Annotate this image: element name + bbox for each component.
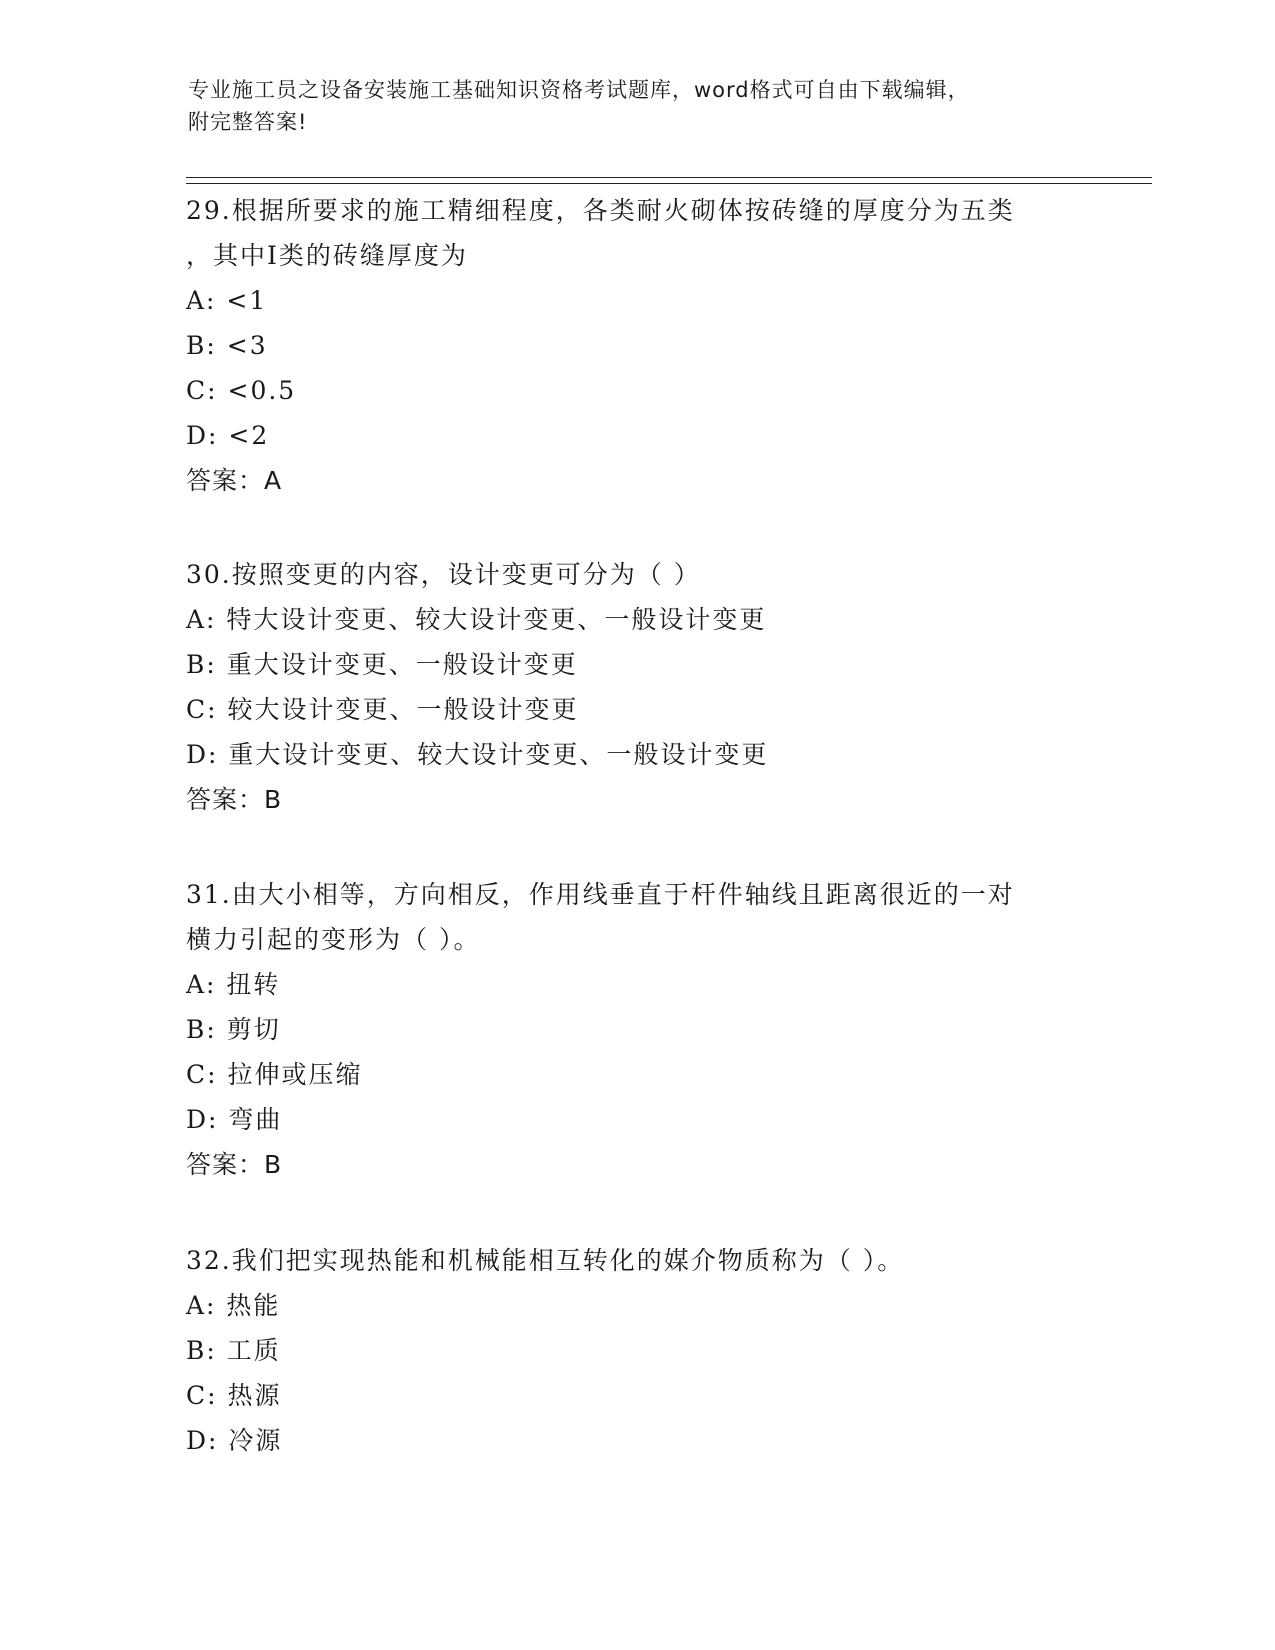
option-a: A: 特大设计变更、较大设计变更、一般设计变更 xyxy=(186,605,767,634)
option-a: A: 热能 xyxy=(186,1291,281,1320)
question-stem: 29.根据所要求的施工精细程度，各类耐火砌体按砖缝的厚度分为五类 xyxy=(186,196,1015,225)
question-stem: 横力引起的变形为（ ）。 xyxy=(186,925,481,954)
answer-line: 答案：B xyxy=(186,785,283,814)
option-b: B: 重大设计变更、一般设计变更 xyxy=(186,650,578,679)
option-c: C: <0.5 xyxy=(186,376,297,405)
option-b: B: 剪切 xyxy=(186,1015,281,1044)
document-header xyxy=(188,74,1088,138)
option-d: D: 弯曲 xyxy=(186,1105,283,1134)
option-b: B: <3 xyxy=(186,331,268,360)
option-c: C: 热源 xyxy=(186,1381,282,1410)
answer-line: 答案：A xyxy=(186,466,283,495)
question-stem: ，其中I类的砖缝厚度为 xyxy=(186,241,468,270)
option-d: D: 重大设计变更、较大设计变更、一般设计变更 xyxy=(186,740,769,769)
answer-line: 答案：B xyxy=(186,1150,283,1179)
question-32 xyxy=(186,1238,1126,1463)
option-b: B: 工质 xyxy=(186,1336,281,1365)
option-c: C: 较大设计变更、一般设计变更 xyxy=(186,695,579,724)
question-29 xyxy=(186,188,1126,503)
option-d: D: <2 xyxy=(186,421,270,450)
header-divider-top xyxy=(186,177,1152,178)
header-divider-bottom xyxy=(186,183,1152,184)
question-30 xyxy=(186,552,1126,822)
question-31 xyxy=(186,872,1126,1187)
header-line-1: 专业施工员之设备安装施工基础知识资格考试题库，word格式可自由下载编辑， xyxy=(188,78,970,102)
option-a: A: 扭转 xyxy=(186,970,281,999)
question-stem: 32.我们把实现热能和机械能相互转化的媒介物质称为（ ）。 xyxy=(186,1246,905,1275)
question-stem: 31.由大小相等，方向相反，作用线垂直于杆件轴线且距离很近的一对 xyxy=(186,880,1015,909)
option-a: A: <1 xyxy=(186,286,268,315)
option-c: C: 拉伸或压缩 xyxy=(186,1060,363,1089)
question-stem: 30.按照变更的内容，设计变更可分为（ ） xyxy=(186,560,701,589)
option-d: D: 冷源 xyxy=(186,1426,283,1455)
header-line-2: 附完整答案! xyxy=(188,110,308,134)
